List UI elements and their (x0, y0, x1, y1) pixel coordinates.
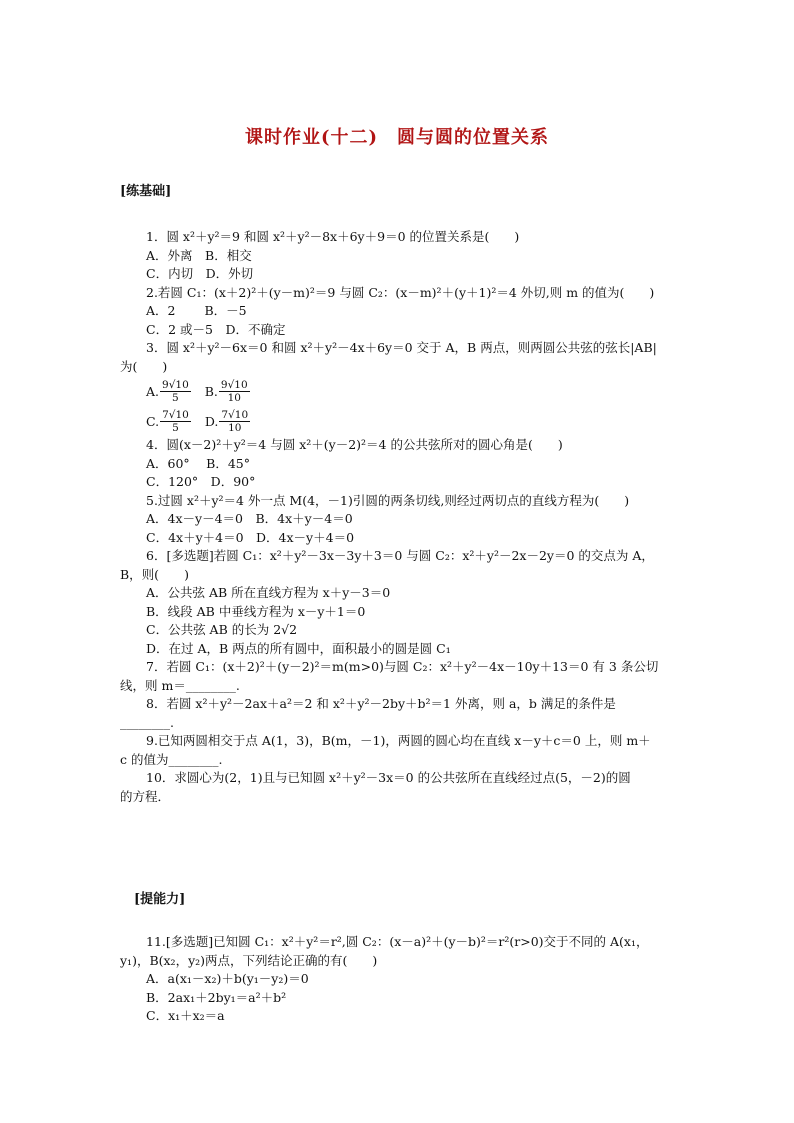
text-line: A．外离 B．相交 (146, 247, 252, 263)
page-title: 课时作业(十二) 圆与圆的位置关系 (244, 127, 550, 148)
text-line: 11.[多选题]已知圆 C₁：x²＋y²＝r²,圆 C₂：(x－a)²＋(y－b)²＝r²(r>0)交于不同的 A(x₁， (146, 934, 649, 949)
text-line: D．在过 A，B 两点的所有圆中，面积最小的圆是圆 C₁ (146, 640, 451, 656)
text-line: 1．圆 x²＋y²＝9 和圆 x²＋y²－8x＋6y＋9＝0 的位置关系是( ) (146, 229, 520, 244)
fraction-denominator: 10 (228, 421, 242, 434)
text-line: 8．若圆 x²＋y²－2ax＋a²＝2 和 x²＋y²－2by＋b²＝1 外离，则 a，b 满足的条件是 (146, 696, 616, 711)
text-line: 2.若圆 C₁：(x＋2)²＋(y－m)²＝9 与圆 C₂：(x－m)²＋(y＋1)²＝4 外切,则 m 的值为( ) (146, 284, 655, 300)
text-line: C．x₁＋x₂＝a (146, 1008, 225, 1023)
text-line: A．4x－y－4＝0 B．4x＋y－4＝0 (146, 511, 353, 526)
text-line: c 的值为________. (120, 751, 223, 767)
fraction-option (205, 379, 250, 404)
text-line: C．内切 D．外切 (146, 266, 254, 281)
text-line: 3．圆 x²＋y²－6x＝0 和圆 x²＋y²－4x＋6y＝0 交于 A，B 两点，则两圆公共弦的弦长|AB| (146, 340, 657, 355)
fraction-option (146, 379, 191, 404)
fraction-denominator: 5 (172, 391, 179, 404)
text-line: A．60° B．45° (146, 455, 250, 471)
fraction (160, 379, 191, 404)
question-block-advanced (120, 933, 680, 1026)
option-label: C. (146, 413, 160, 429)
fraction (219, 409, 250, 434)
text-line: C．120° D．90° (146, 474, 256, 489)
fraction (219, 379, 250, 404)
text-line: 5.过圆 x²＋y²＝4 外一点 M(4，－1)引圆的两条切线,则经过两切点的直线方程为( ) (146, 492, 630, 508)
text-line: 的方程． (120, 788, 171, 804)
text-line: B．2ax₁＋2by₁＝a²＋b² (146, 989, 287, 1005)
text-line: 7．若圆 C₁：(x＋2)²＋(y－2)²＝m(m>0)与圆 C₂：x²＋y²－4x－10y＋13＝0 有 3 条公切 (146, 659, 659, 674)
fraction-numerator: 9√10 (220, 378, 248, 391)
text-line: 4．圆(x－2)²＋y²＝4 与圆 x²＋(y－2)²＝4 的公共弦所对的圆心角是( ) (146, 437, 563, 452)
fraction-option (146, 409, 191, 434)
fraction-numerator: 7√10 (221, 408, 249, 421)
q3-options (120, 376, 680, 436)
fraction-option (205, 409, 250, 434)
text-line: 9.已知两圆相交于点 A(1，3)，B(m，－1)，两圆的圆心均在直线 x－y＋c＝0 上，则 m＋ (146, 733, 651, 748)
fraction-numerator: 7√10 (162, 408, 189, 421)
text-line: B，则( ) (120, 566, 189, 582)
option-label: D. (204, 413, 219, 429)
fraction-numerator: 9√10 (162, 378, 189, 391)
text-line: ________. (120, 714, 174, 730)
text-line: B．线段 AB 中垂线方程为 x－y＋1＝0 (146, 603, 366, 619)
fraction-denominator: 10 (227, 391, 241, 404)
text-line: 线，则 m＝________. (120, 677, 240, 693)
fraction-option-row (120, 376, 680, 406)
text-line: A．2 B．－5 (146, 303, 247, 318)
option-label: A. (146, 383, 160, 399)
section-heading-basic: [练基础] (120, 184, 172, 199)
text-line: A．a(x₁－x₂)＋b(y₁－y₂)＝0 (146, 971, 309, 986)
text-line: C．2 或－5 D．不确定 (146, 321, 286, 337)
text-line: C．公共弦 AB 的长为 2√2 (146, 622, 298, 637)
fraction-denominator: 5 (172, 421, 179, 434)
text-line: 为( ) (120, 358, 168, 374)
section-heading-advanced: [提能力] (134, 892, 186, 907)
text-line: 6．[多选题]若圆 C₁：x²＋y²－3x－3y＋3＝0 与圆 C₂：x²＋y²－2x－2y＝0 的交点为 A， (146, 548, 654, 563)
text-line: C．4x＋y＋4＝0 D．4x－y＋4＝0 (146, 529, 355, 545)
fraction-option-row (120, 406, 680, 436)
text-line: A．公共弦 AB 所在直线方程为 x＋y－3＝0 (146, 585, 391, 600)
fraction (160, 409, 191, 434)
text-line: y₁)，B(x₂，y₂)两点，下列结论正确的有( ) (120, 952, 378, 968)
text-line: 10．求圆心为(2，1)且与已知圆 x²＋y²－3x＝0 的公共弦所在直线经过点(5，－2)的圆 (146, 770, 631, 785)
question-block-basic (120, 228, 680, 806)
option-label: B. (204, 383, 218, 399)
